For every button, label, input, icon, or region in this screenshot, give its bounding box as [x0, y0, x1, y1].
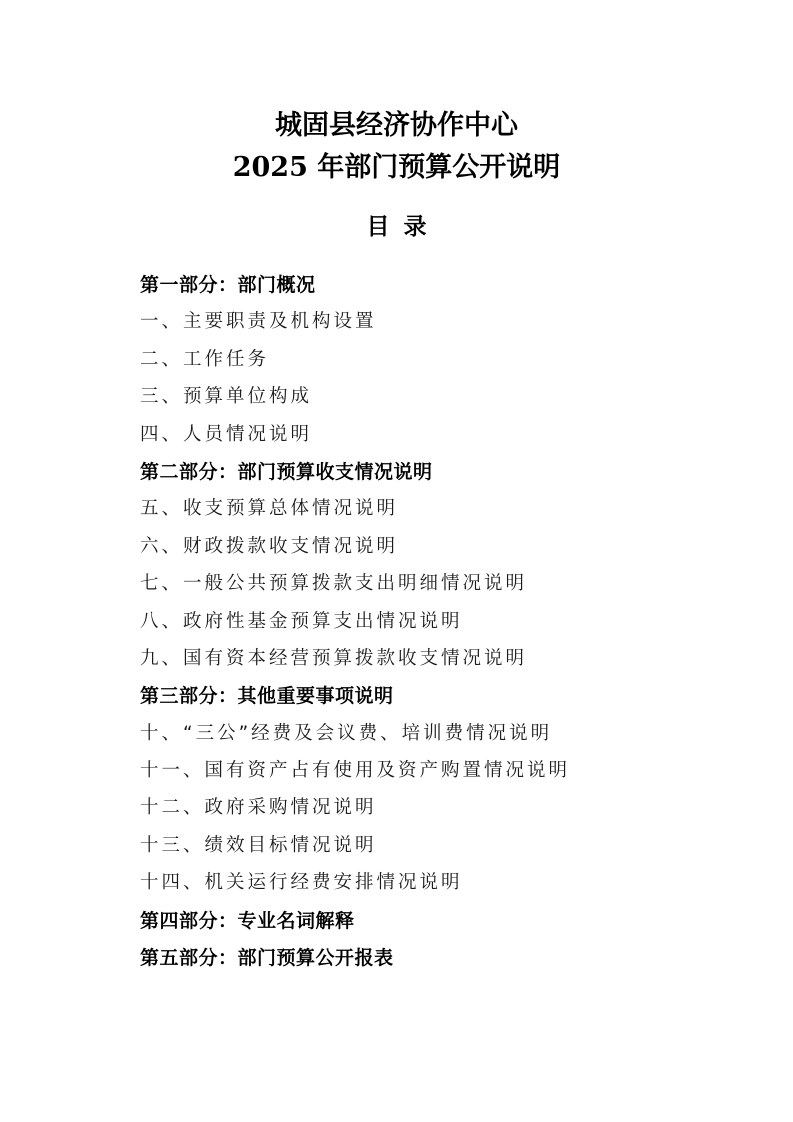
toc-part-2: 第二部分：部门预算收支情况说明: [140, 460, 433, 483]
toc-section-9: 九、国有资本经营预算拨款收支情况说明: [140, 647, 528, 669]
toc-section-14: 十四、机关运行经费安排情况说明: [140, 872, 463, 894]
toc-section-7: 七、一般公共预算拨款支出明细情况说明: [140, 573, 528, 595]
toc-part-1: 第一部分：部门概况: [140, 274, 316, 296]
document-title-line2: 2025 年部门预算公开说明: [232, 152, 561, 183]
table-of-contents: [140, 270, 700, 980]
toc-section-5: 五、收支预算总体情况说明: [140, 498, 399, 520]
toc-section-1: 一、主要职责及机构设置: [140, 311, 377, 333]
toc-section-6: 六、财政拨款收支情况说明: [140, 535, 399, 557]
toc-section-13: 十三、绩效目标情况说明: [140, 834, 377, 856]
toc-section-3: 三、预算单位构成: [140, 386, 313, 408]
document-title-line1: 城固县经济协作中心: [275, 110, 518, 141]
toc-section-2: 二、工作任务: [140, 348, 270, 370]
toc-section-10: 十、“三公”经费及会议费、培训费情况说明: [140, 722, 553, 744]
toc-section-8: 八、政府性基金预算支出情况说明: [140, 610, 463, 632]
toc-part-3: 第三部分：其他重要事项说明: [140, 685, 394, 708]
toc-section-11: 十一、国有资产占有使用及资产购置情况说明: [140, 760, 571, 782]
toc-part-5: 第五部分：部门预算公开报表: [140, 947, 394, 970]
toc-section-4: 四、人员情况说明: [140, 423, 313, 445]
toc-heading: 目录: [366, 214, 441, 240]
toc-part-4: 第四部分：专业名词解释: [140, 909, 355, 932]
toc-section-12: 十二、政府采购情况说明: [140, 797, 377, 819]
